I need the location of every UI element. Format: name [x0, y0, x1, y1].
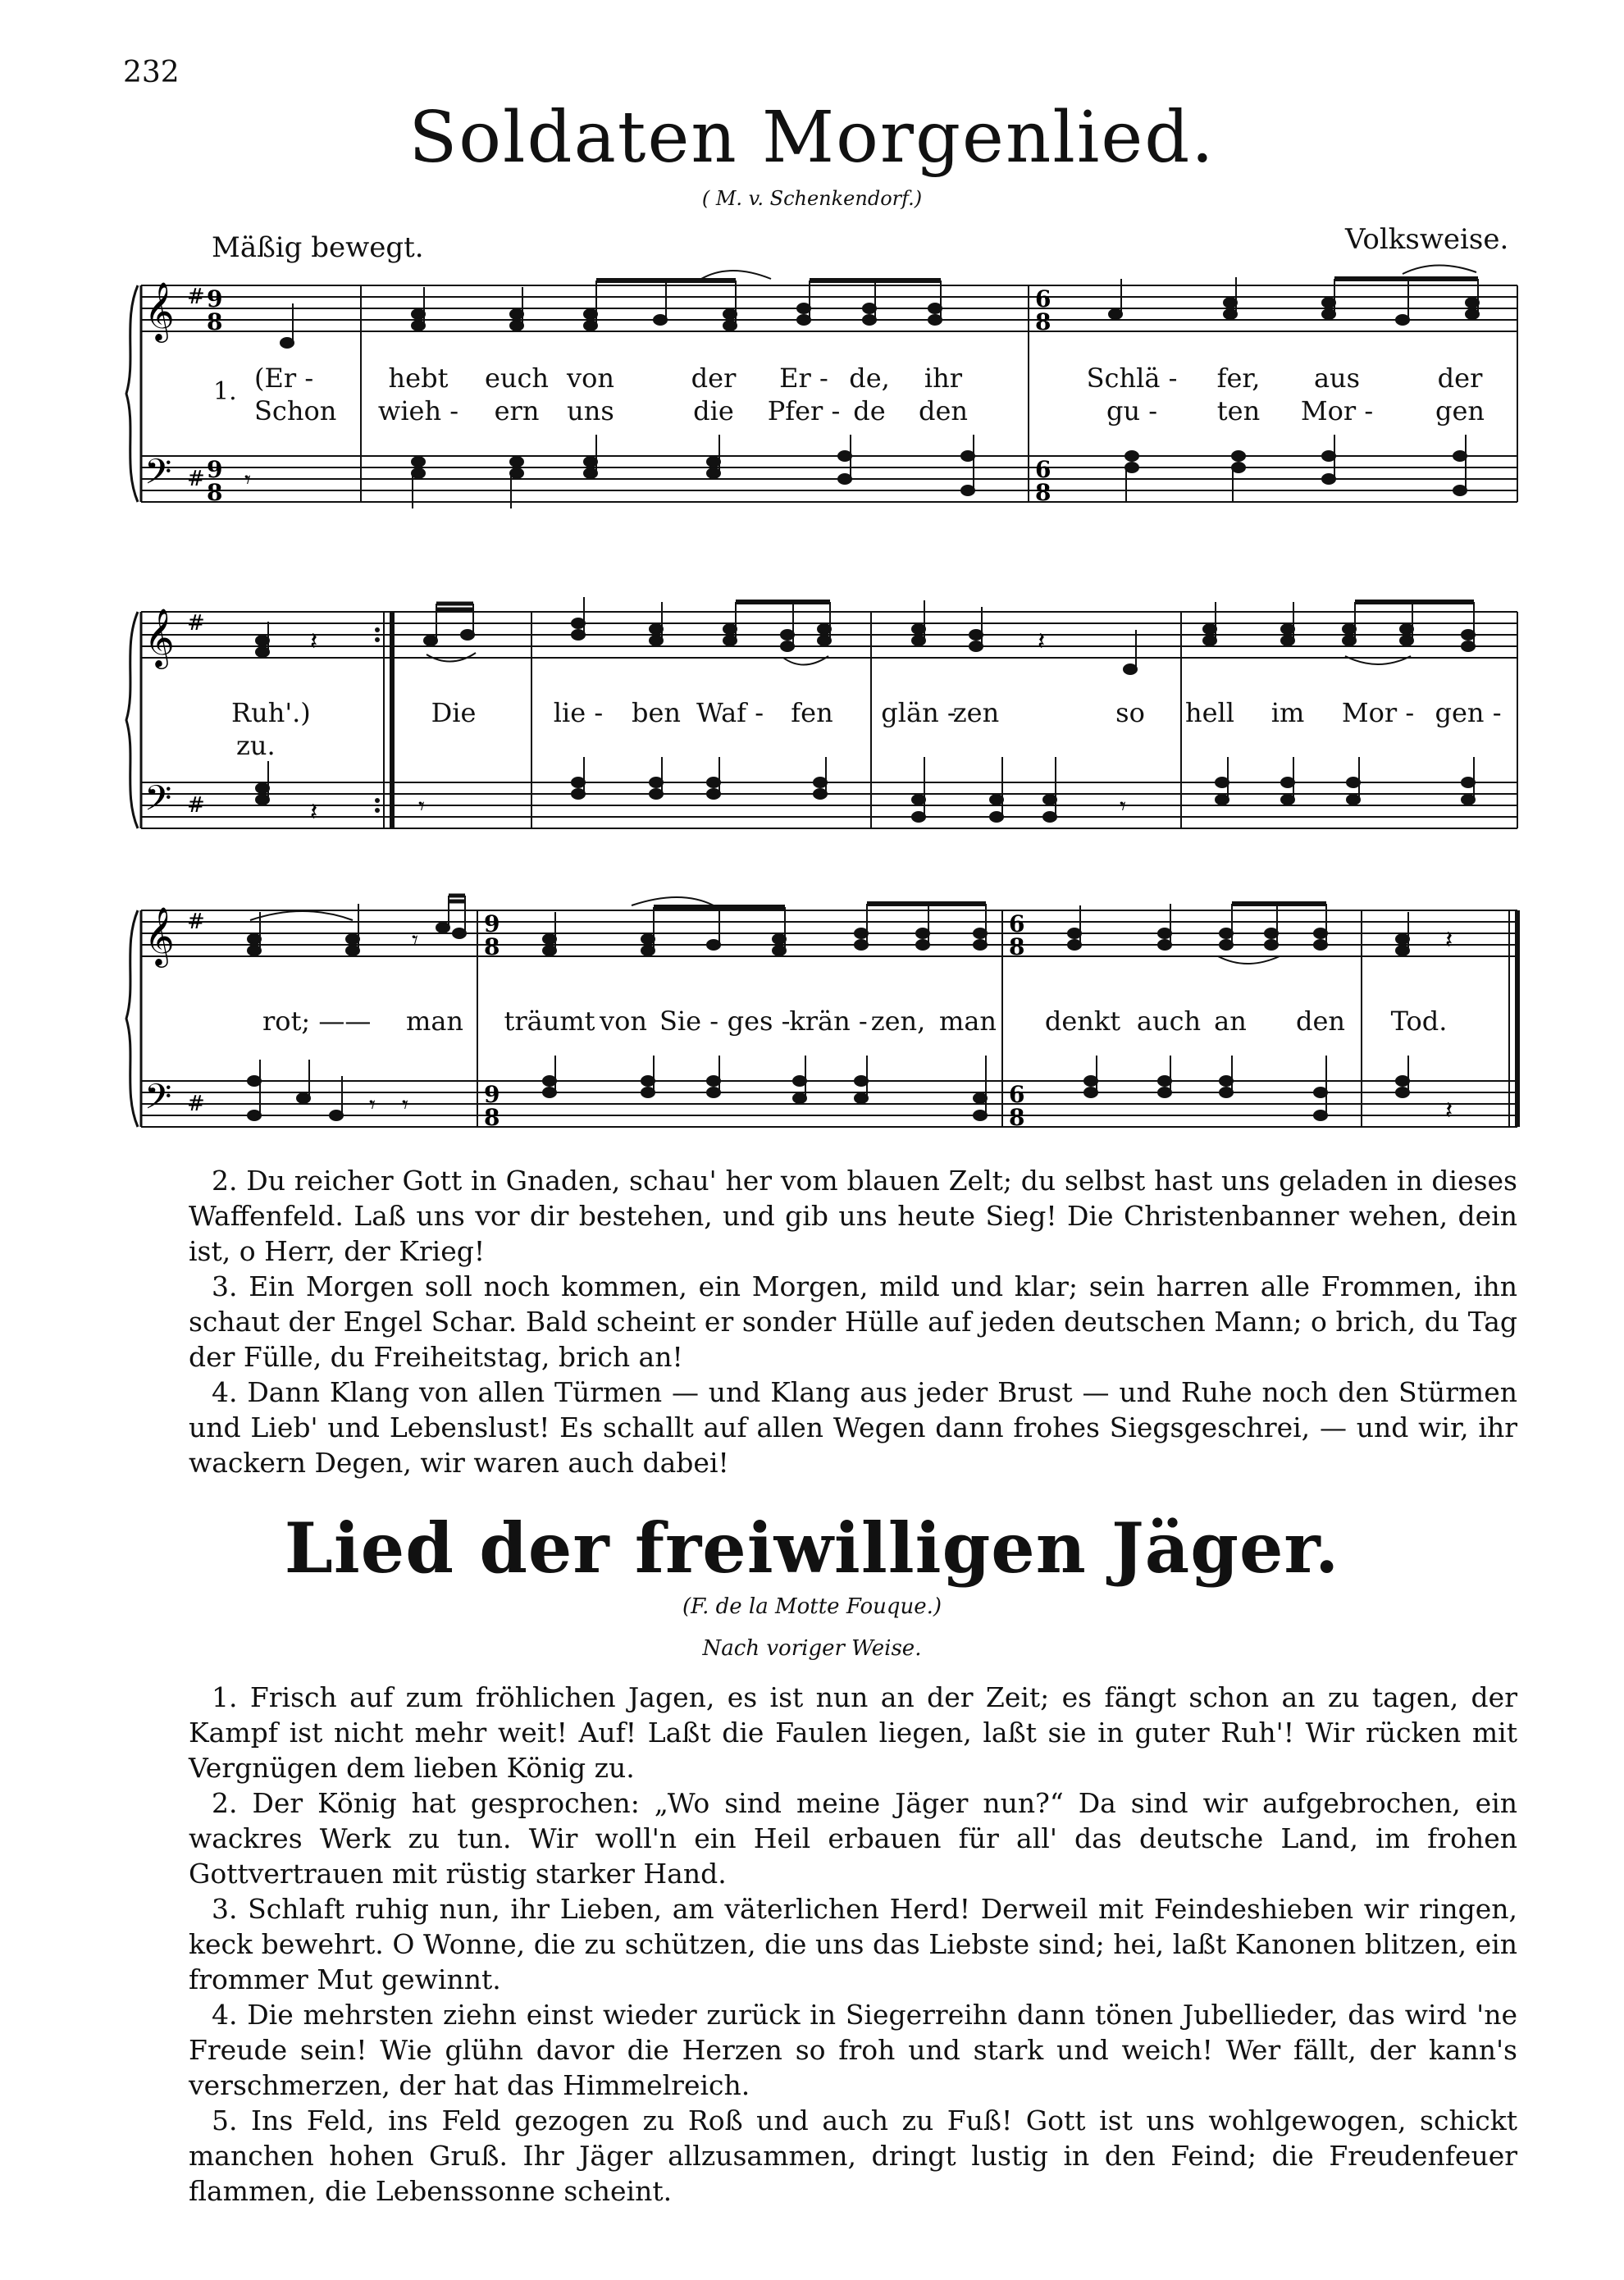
music-system-1 [123, 271, 1521, 541]
stanza: 5. Ins Feld, ins Feld gezogen zu Roß und auch zu Fuß! Gott ist uns wohlgewogen, schickt manchen hohen Gruß. Ihr Jäger allzusammen, dringt lustig in den Feind; die Freudenfeuer flammen, die Lebenssonne scheint. [189, 2104, 1517, 2207]
lyric: gen [1435, 395, 1485, 426]
lyric: ten [1216, 395, 1261, 426]
svg-text:6: 6 [1009, 910, 1025, 937]
lyric: Schlä - [1086, 363, 1178, 394]
svg-text:8: 8 [207, 479, 223, 506]
lyric: denkt [1044, 1005, 1121, 1037]
stanza: 3. Ein Morgen soll noch kommen, ein Morgen, mild und klar; sein harren alle Frommen, ihn schaut der Engel Schar. Bald scheint er sonder Hülle auf jeden deutschen Mann; o brich, du Tag der Fülle, du Freiheitstag, brich an! [189, 1270, 1517, 1373]
lyric: Schon [254, 395, 337, 426]
svg-text:8: 8 [1035, 308, 1051, 335]
svg-text:𝄾: 𝄾 [244, 466, 251, 495]
svg-text:𝄽: 𝄽 [310, 798, 318, 827]
lyric: de, [849, 363, 890, 394]
svg-text:#: # [187, 611, 205, 636]
lyric: der [691, 363, 737, 394]
svg-text:6: 6 [1009, 1081, 1025, 1108]
lyric: Pfer - [767, 395, 841, 426]
svg-text:6: 6 [1035, 456, 1051, 483]
lyric: Sie - [659, 1005, 719, 1037]
tempo-marking: Mäßig bewegt. [212, 231, 424, 264]
lyric: Ruh'.) [231, 697, 311, 728]
svg-text:𝄞: 𝄞 [144, 905, 175, 965]
svg-text:𝄽: 𝄽 [1038, 627, 1046, 656]
lyric: von [567, 363, 614, 394]
svg-text:𝄞: 𝄞 [144, 607, 175, 667]
svg-text:𝄽: 𝄽 [1445, 926, 1453, 955]
svg-text:9: 9 [207, 285, 223, 312]
lyric: gen - [1435, 697, 1502, 728]
verse-number: 1. [213, 377, 237, 406]
music-system-3 [123, 896, 1521, 1150]
svg-text:𝄽: 𝄽 [310, 627, 318, 656]
lyric: ihr [924, 363, 963, 394]
svg-text:𝄢: 𝄢 [144, 778, 172, 828]
svg-text:8: 8 [207, 308, 223, 335]
lyric: ben [631, 697, 682, 728]
lyric: die [693, 395, 734, 426]
lyric: zen, [870, 1005, 926, 1037]
tune-source: Volksweise. [1345, 223, 1509, 256]
lyric: ges - [727, 1005, 791, 1037]
svg-text:6: 6 [1035, 285, 1051, 312]
lyric: fen [791, 697, 833, 728]
svg-text:𝄾: 𝄾 [418, 792, 425, 821]
stanza: 2. Der König hat gesprochen: „Wo sind meine Jäger nun?“ Da sind wir aufgebrochen, ein wackres Werk zu tun. Wir woll'n ein Heil erbauen für all' das deutsche Land, im frohen Gottvertrauen mit rüstig starker Hand. [189, 1787, 1517, 1890]
song-title: Lied der freiwilligen Jäger. [284, 1507, 1340, 1589]
stanza: 2. Du reicher Gott in Gnaden, schau' her vom blauen Zelt; du selbst hast uns geladen in dieses Waffenfeld. Laß uns vor dir bestehen, und gib uns heute Sieg! Die Christenbanner wehen, dein ist, o Herr, der Krieg! [189, 1165, 1517, 1267]
lyric: zen [952, 697, 1000, 728]
lyric: Mor - [1341, 697, 1415, 728]
svg-text:#: # [187, 285, 205, 309]
lyric: wieh - [377, 395, 459, 426]
lyric: gu - [1106, 395, 1158, 426]
lyric: lie - [553, 697, 604, 728]
lyric: Die [431, 697, 477, 728]
svg-text:𝄾: 𝄾 [402, 1091, 408, 1119]
svg-text:8: 8 [484, 1104, 500, 1131]
score-staves [123, 597, 1521, 868]
lyric: hebt [388, 363, 449, 394]
lyric: aus [1313, 363, 1361, 394]
svg-text:𝄢: 𝄢 [144, 452, 172, 501]
lyric: auch [1136, 1005, 1202, 1037]
lyric: den [918, 395, 969, 426]
lyric: von [600, 1005, 647, 1037]
svg-text:𝄽: 𝄽 [1445, 1097, 1453, 1125]
page-number: 232 [123, 56, 180, 89]
lyric: fer, [1216, 363, 1261, 394]
song1-stanzas [189, 1163, 1517, 1480]
svg-text:8: 8 [484, 933, 500, 960]
song2-stanzas [189, 1680, 1517, 2209]
svg-text:9: 9 [207, 456, 223, 483]
svg-text:8: 8 [1009, 1104, 1025, 1131]
svg-text:𝄾: 𝄾 [412, 926, 418, 955]
lyric: der [1437, 363, 1483, 394]
lyric: Tod. [1390, 1005, 1448, 1037]
lyric: träumt [504, 1005, 595, 1037]
lyric: zu. [236, 730, 276, 761]
song-poet: (F. de la Motte Fouque.) [682, 1594, 942, 1619]
song-poet: ( M. v. Schenkendorf.) [701, 187, 923, 210]
lyric: Waf - [696, 697, 764, 728]
lyric: glän - [881, 697, 956, 728]
lyric: Er - [779, 363, 828, 394]
svg-text:𝄾: 𝄾 [369, 1091, 376, 1119]
lyric: man [938, 1005, 997, 1037]
lyric: uns [567, 395, 614, 426]
svg-text:#: # [187, 1092, 205, 1116]
svg-text:#: # [187, 793, 205, 818]
lyric: den [1295, 1005, 1346, 1037]
tune-note: Nach voriger Weise. [702, 1636, 922, 1661]
lyric: Mor - [1300, 395, 1374, 426]
lyric: ern [494, 395, 540, 426]
svg-text:8: 8 [1035, 479, 1051, 506]
lyric: an [1214, 1005, 1247, 1037]
lyric: (Er - [254, 363, 314, 394]
svg-text:𝄞: 𝄞 [144, 280, 175, 340]
svg-text:9: 9 [484, 1081, 500, 1108]
svg-text:9: 9 [484, 910, 500, 937]
stanza: 3. Schlaft ruhig nun, ihr Lieben, am väterlichen Herd! Derweil mit Feindeshieben wir ringen, keck bewehrt. O Wonne, die zu schützen, die uns das Liebste sind; hei, laßt Kanonen blitzen, ein frommer Mut gewinnt. [189, 1893, 1517, 1995]
lyric: so [1115, 697, 1145, 728]
lyric: hell [1184, 697, 1235, 728]
song-title: Soldaten Morgenlied. [408, 97, 1216, 179]
music-system-2 [123, 597, 1521, 868]
svg-text:#: # [187, 467, 205, 491]
lyric: rot; —— [262, 1005, 372, 1037]
lyric: im [1270, 697, 1305, 728]
stanza: 1. Frisch auf zum fröhlichen Jagen, es ist nun an der Zeit; es fängt schon an zu tagen, der Kampf ist nicht mehr weit! Auf! Laßt die Faulen liegen, laßt sie in guter Ruh'! Wir rücken mit Vergnügen dem lieben König zu. [189, 1681, 1517, 1784]
lyric: krän - [789, 1005, 868, 1037]
svg-text:#: # [187, 910, 205, 934]
lyric: man [405, 1005, 464, 1037]
lyric: euch [484, 363, 550, 394]
stanza: 4. Die mehrsten ziehn einst wieder zurück in Siegerreihn dann tönen Jubellieder, das wird 'ne Freude sein! Wie glühn davor die Herzen so froh und stark und weich! Wer fällt, der kann's verschmerzen, der hat das Himmelreich. [189, 1999, 1517, 2101]
svg-text:8: 8 [1009, 933, 1025, 960]
svg-text:𝄢: 𝄢 [144, 1077, 172, 1126]
stanza: 4. Dann Klang von allen Türmen — und Klang aus jeder Brust — und Ruhe noch den Stürmen und Lieb' und Lebenslust! Es schallt auf allen Wegen dann frohes Siegsgeschrei, — und wir, ihr wackern Degen, wir waren auch dabei! [189, 1376, 1517, 1479]
lyric: de [853, 395, 886, 426]
svg-text:𝄾: 𝄾 [1120, 792, 1126, 821]
